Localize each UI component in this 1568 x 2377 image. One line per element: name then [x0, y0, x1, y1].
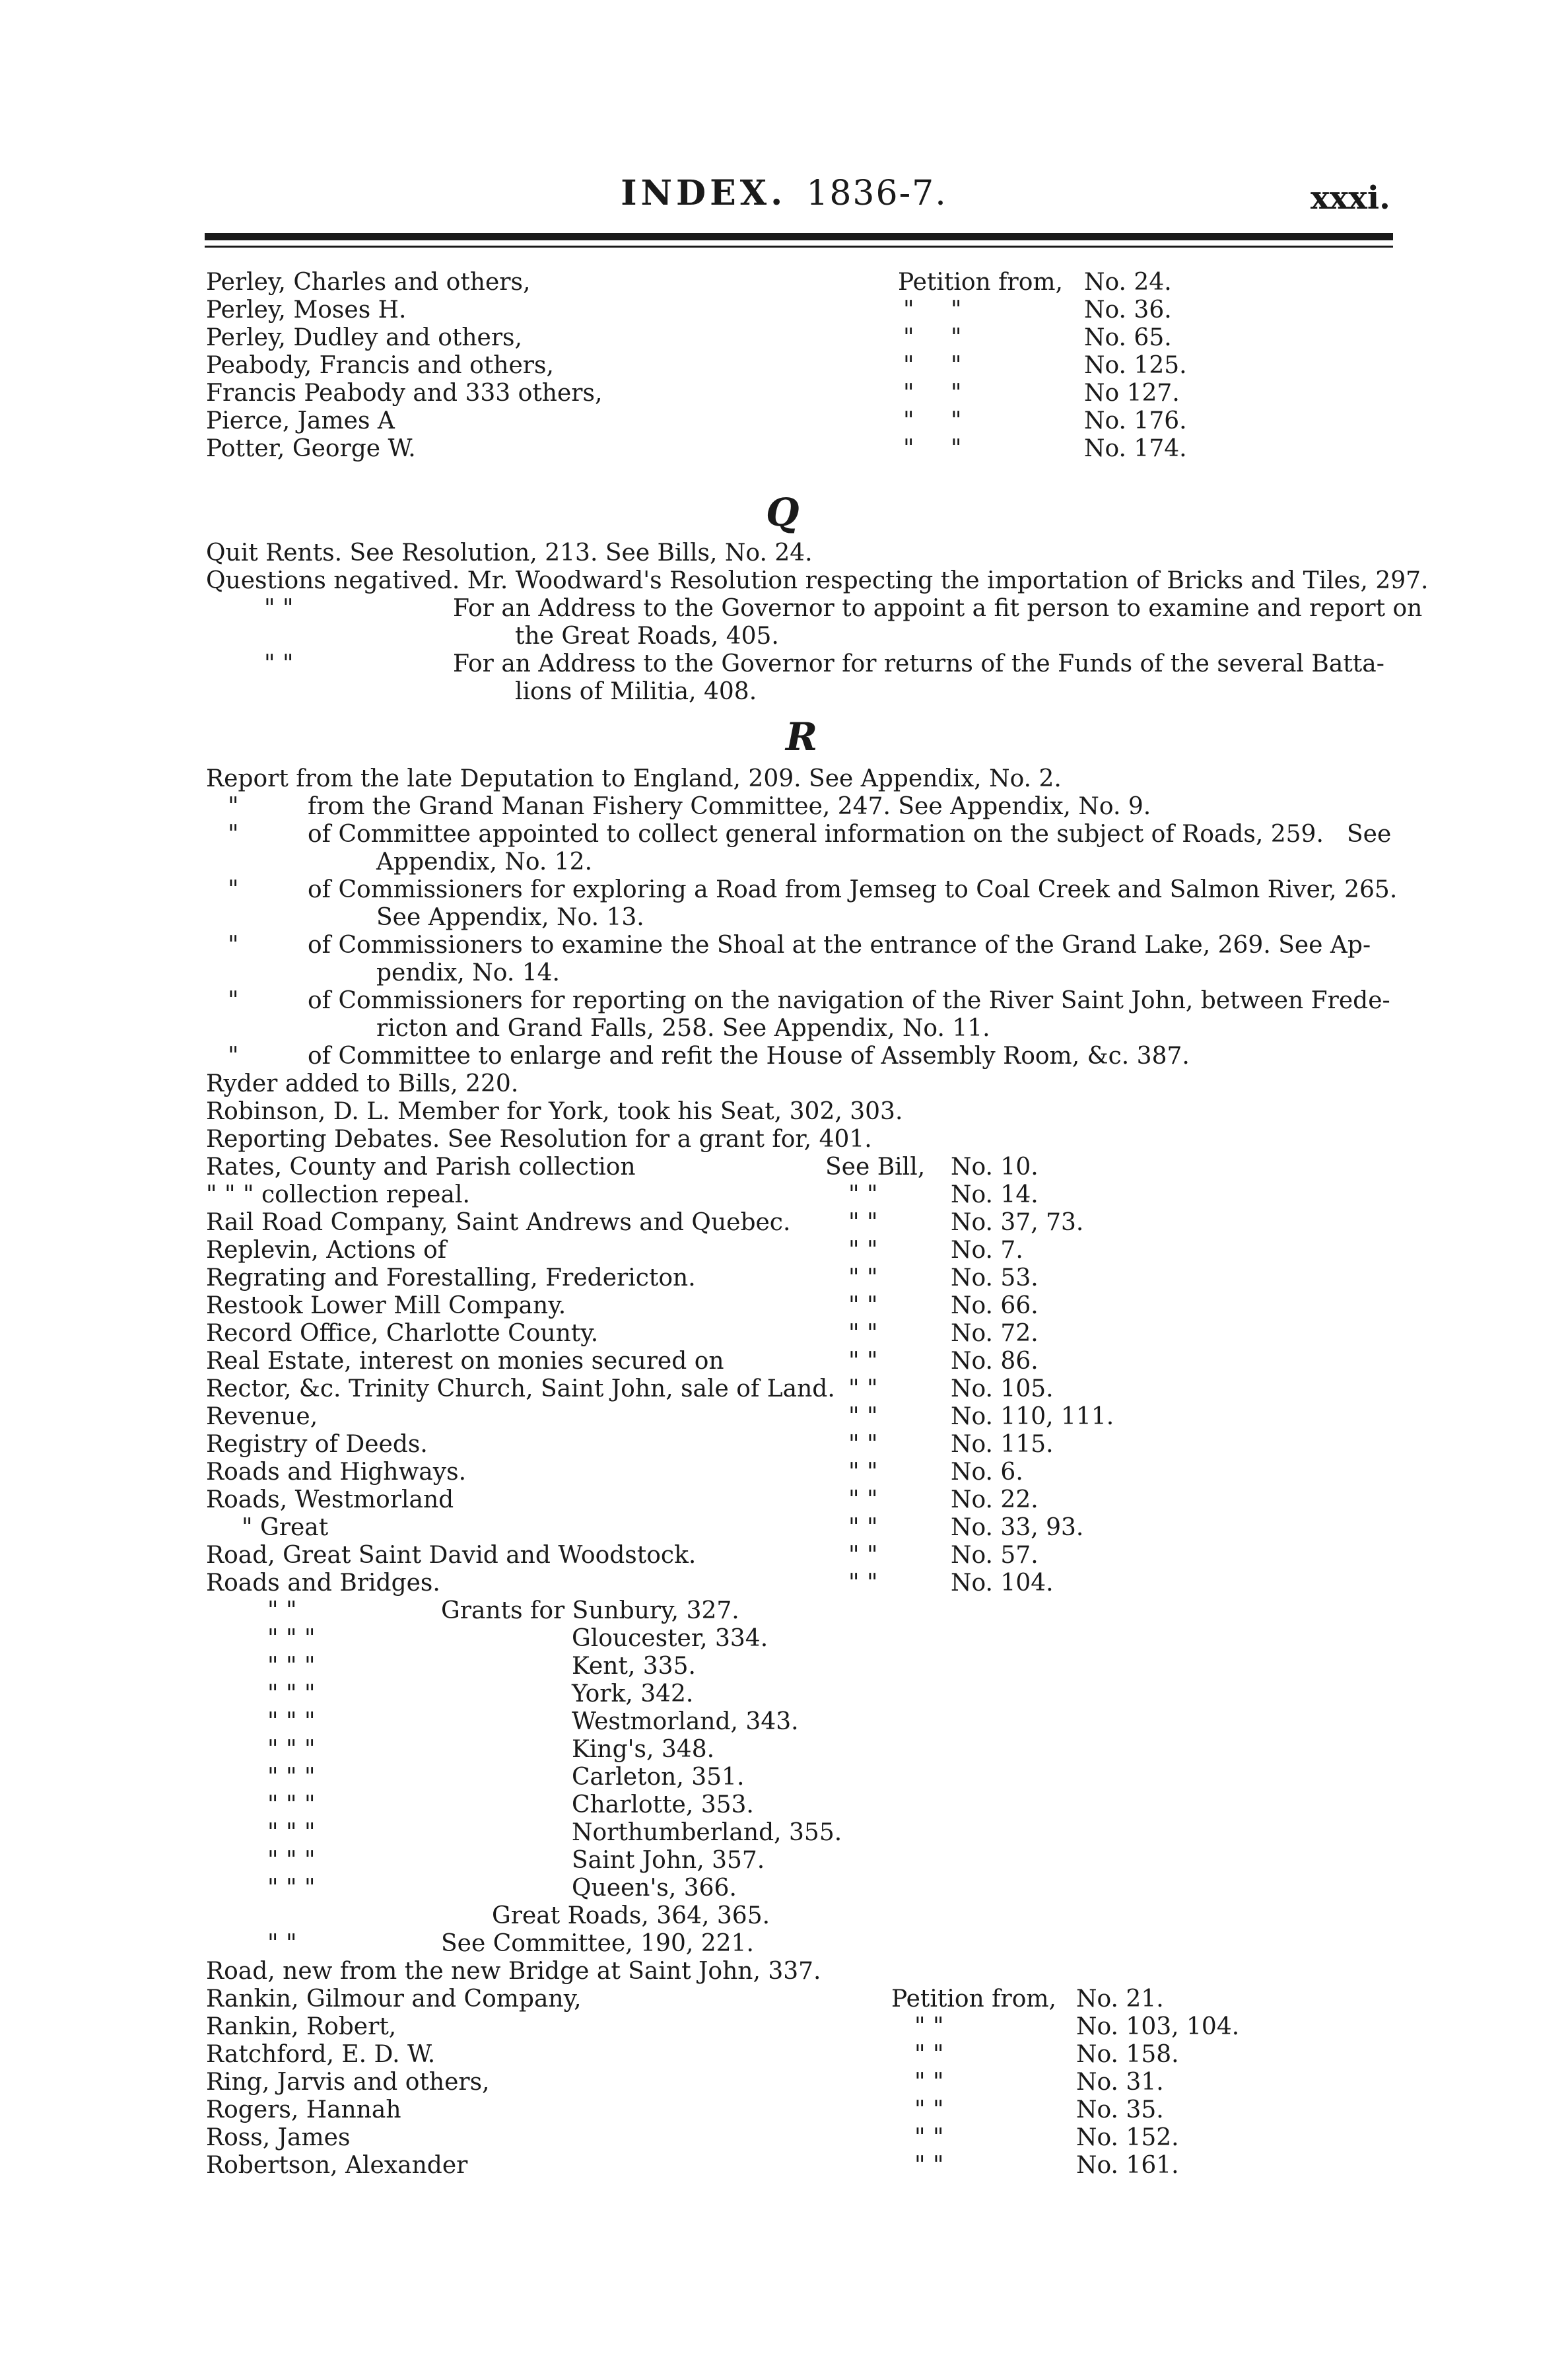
- ditto-mark: ": [951, 352, 962, 379]
- entry-text: of Commissioners for reporting on the navigation of the River Saint John, between Frede-: [308, 987, 1390, 1014]
- entry-number: No. 53.: [951, 1264, 1039, 1292]
- ditto-mark: " ": [848, 1403, 878, 1430]
- entry-number: No. 14.: [951, 1181, 1039, 1208]
- entry-number: No. 158.: [1076, 2041, 1179, 2068]
- grant-entry: Westmorland, 343.: [572, 1708, 799, 1735]
- entry-text: from the Grand Manan Fishery Committee, 247. See Appendix, No. 9.: [308, 793, 1151, 820]
- ditto-mark: " ": [848, 1486, 878, 1513]
- entry-name: Pierce, James A: [206, 407, 395, 434]
- entry-number: No. 152.: [1076, 2124, 1179, 2151]
- ditto-mark: " " ": [267, 1625, 316, 1652]
- entry-text: For an Address to the Governor to appoint a fit person to examine and report on: [453, 595, 1423, 622]
- ditto-mark: " ": [264, 595, 294, 622]
- ditto-mark: " " ": [267, 1764, 316, 1791]
- entry-number: No. 6.: [951, 1459, 1023, 1486]
- ditto-mark: " " ": [267, 1708, 316, 1735]
- ditto-mark: " ": [914, 2152, 944, 2179]
- ditto-mark: " ": [848, 1375, 878, 1402]
- entry-number: No. 176.: [1084, 407, 1187, 434]
- grant-entry: Grants for Sunbury, 327.: [441, 1597, 739, 1624]
- ditto-mark: ": [228, 1043, 239, 1070]
- entry-name: Replevin, Actions of: [206, 1237, 447, 1264]
- grant-entry: King's, 348.: [572, 1736, 715, 1763]
- entry-number: No. 66.: [951, 1292, 1039, 1319]
- header-rule-thick: [205, 233, 1393, 240]
- entry-text: ricton and Grand Falls, 258. See Appendix, No. 11.: [376, 1015, 990, 1042]
- ditto-mark: " ": [914, 2096, 944, 2123]
- entry-name: Roads, Westmorland: [206, 1486, 454, 1513]
- entry-name: Roads and Highways.: [206, 1459, 467, 1486]
- entry-ref: See Bill,: [825, 1154, 926, 1181]
- header-title: INDEX.: [621, 173, 787, 213]
- entry-number: No. 35.: [1076, 2096, 1164, 2123]
- entry-name: Revenue,: [206, 1403, 318, 1430]
- entry-number: No. 36.: [1084, 296, 1172, 324]
- ditto-mark: " ": [848, 1459, 878, 1486]
- entry-number: No. 161.: [1076, 2152, 1179, 2179]
- ditto-mark: ": [951, 380, 962, 407]
- entry-number: No. 24.: [1084, 269, 1172, 296]
- header-rule-thin: [205, 246, 1393, 248]
- ditto-mark: " " ": [267, 1819, 316, 1846]
- ditto-mark: " ": [848, 1237, 878, 1264]
- entry-text: of Commissioners to examine the Shoal at the entrance of the Grand Lake, 269. See Ap-: [308, 932, 1371, 959]
- grant-entry: Carleton, 351.: [572, 1764, 745, 1791]
- ditto-mark: " ": [848, 1209, 878, 1236]
- entry-name: Perley, Moses H.: [206, 296, 407, 324]
- entry-number: No. 86.: [951, 1348, 1039, 1375]
- entry-number: No. 57.: [951, 1542, 1039, 1569]
- entry-name: Regrating and Forestalling, Fredericton.: [206, 1264, 696, 1292]
- grant-entry: See Committee, 190, 221.: [441, 1930, 754, 1957]
- entry-number: No. 65.: [1084, 324, 1172, 351]
- entry-text: of Committee appointed to collect general information on the subject of Roads, 259.: [308, 821, 1324, 848]
- entry-number: No. 31.: [1076, 2069, 1164, 2096]
- entry-name: Rankin, Robert,: [206, 2013, 397, 2040]
- ditto-mark: ": [903, 407, 914, 434]
- entry-number: No. 10.: [951, 1154, 1039, 1181]
- ditto-mark: " " ": [267, 1875, 316, 1902]
- ditto-mark: " ": [848, 1542, 878, 1569]
- ditto-mark: ": [903, 435, 914, 462]
- entry-number: No. 105.: [951, 1375, 1054, 1402]
- grant-entry: Kent, 335.: [572, 1653, 696, 1680]
- header-year: 1836-7.: [806, 174, 947, 213]
- ditto-mark: " " ": [267, 1653, 316, 1680]
- entry-name: Ring, Jarvis and others,: [206, 2069, 490, 2096]
- ditto-mark: " ": [914, 2124, 944, 2151]
- ditto-mark: ": [228, 987, 239, 1014]
- entry-name: Restook Lower Mill Company.: [206, 1292, 566, 1319]
- ditto-mark: ": [903, 380, 914, 407]
- entry-name: " Great: [242, 1514, 329, 1541]
- entry-name: Perley, Dudley and others,: [206, 324, 522, 351]
- entry-text: Reporting Debates. See Resolution for a grant for, 401.: [206, 1126, 872, 1153]
- ditto-mark: ": [951, 435, 962, 462]
- entry-ref: Petition from,: [891, 1985, 1056, 2013]
- entry-number: No. 115.: [951, 1431, 1054, 1458]
- ditto-mark: " " ": [267, 1680, 316, 1707]
- entry-name: Francis Peabody and 333 others,: [206, 380, 603, 407]
- entry-name: Rankin, Gilmour and Company,: [206, 1985, 582, 2013]
- entry-name: Record Office, Charlotte County.: [206, 1320, 599, 1347]
- entry-number: No. 174.: [1084, 435, 1187, 462]
- ditto-mark: " ": [848, 1431, 878, 1458]
- entry-text: Road, new from the new Bridge at Saint John, 337.: [206, 1958, 821, 1985]
- entry-text: Ryder added to Bills, 220.: [206, 1070, 519, 1097]
- ditto-mark: " ": [267, 1597, 297, 1624]
- entry-text: Appendix, No. 12.: [376, 848, 593, 876]
- entry-text: See Appendix, No. 13.: [376, 904, 644, 931]
- entry-quit-rents: Quit Rents. See Resolution, 213. See Bills, No. 24.: [206, 539, 813, 567]
- ditto-mark: ": [951, 407, 962, 434]
- ditto-mark: " ": [848, 1569, 878, 1597]
- ditto-mark: " " ": [267, 1736, 316, 1763]
- ditto-mark: " " ": [267, 1847, 316, 1874]
- entry-name: Registry of Deeds.: [206, 1431, 428, 1458]
- grant-entry: Northumberland, 355.: [572, 1819, 842, 1846]
- ditto-mark: ": [903, 324, 914, 351]
- entry-questions: Questions negatived. Mr. Woodward's Resolution respecting the importation of Bricks and Tiles, 297.: [206, 567, 1429, 594]
- entry-text: lions of Militia, 408.: [515, 678, 757, 705]
- ditto-mark: " ": [914, 2013, 944, 2040]
- entry-number: No. 125.: [1084, 352, 1187, 379]
- entry-text: of Committee to enlarge and refit the House of Assembly Room, &c. 387.: [308, 1043, 1190, 1070]
- section-letter-r: R: [786, 714, 818, 759]
- entry-name: Ross, James: [206, 2124, 351, 2151]
- grant-entry: Charlotte, 353.: [572, 1791, 754, 1818]
- entry-text: of Commissioners for exploring a Road from Jemseg to Coal Creek and Salmon River, 265.: [308, 876, 1398, 903]
- entry-number: No. 104.: [951, 1569, 1054, 1597]
- entry-ref: Petition from,: [898, 269, 1063, 296]
- entry-name: Peabody, Francis and others,: [206, 352, 554, 379]
- grant-entry: York, 342.: [572, 1680, 694, 1707]
- entry-name: Rail Road Company, Saint Andrews and Quebec.: [206, 1209, 791, 1236]
- entry-name: Rates, County and Parish collection: [206, 1154, 636, 1181]
- ditto-mark: ": [951, 296, 962, 324]
- ditto-mark: ": [903, 296, 914, 324]
- entry-name: Perley, Charles and others,: [206, 269, 531, 296]
- entry-text: For an Address to the Governor for returns of the Funds of the several Batta-: [453, 650, 1384, 677]
- ditto-mark: " ": [848, 1181, 878, 1208]
- ditto-mark: " ": [267, 1930, 297, 1957]
- entry-text: pendix, No. 14.: [376, 959, 560, 986]
- ditto-mark: ": [903, 352, 914, 379]
- grant-entry: Queen's, 366.: [572, 1875, 737, 1902]
- entry-name: Rogers, Hannah: [206, 2096, 401, 2123]
- ditto-mark: ": [228, 793, 239, 820]
- entry-name: Road, Great Saint David and Woodstock.: [206, 1542, 697, 1569]
- grant-entry: Great Roads, 364, 365.: [492, 1902, 770, 1929]
- entry-text: the Great Roads, 405.: [515, 623, 779, 650]
- entry-text: Robinson, D. L. Member for York, took his Seat, 302, 303.: [206, 1098, 903, 1125]
- entry-number: No. 7.: [951, 1237, 1023, 1264]
- entry-name: Rector, &c. Trinity Church, Saint John, sale of Land.: [206, 1375, 835, 1402]
- entry-number: No 127.: [1084, 380, 1180, 407]
- entry-name: Ratchford, E. D. W.: [206, 2041, 436, 2068]
- entry-text: See: [1347, 821, 1392, 848]
- ditto-mark: ": [228, 932, 239, 959]
- entry-number: No. 103, 104.: [1076, 2013, 1240, 2040]
- ditto-mark: ": [951, 324, 962, 351]
- grant-entry: Gloucester, 334.: [572, 1625, 768, 1652]
- entry-number: No. 110, 111.: [951, 1403, 1114, 1430]
- entry-number: No. 22.: [951, 1486, 1039, 1513]
- entry-number: No. 33, 93.: [951, 1514, 1084, 1541]
- entry-name: " " " collection repeal.: [206, 1181, 470, 1208]
- entry-name: Real Estate, interest on monies secured on: [206, 1348, 724, 1375]
- entry-name: Robertson, Alexander: [206, 2152, 468, 2179]
- ditto-mark: " ": [848, 1320, 878, 1347]
- ditto-mark: ": [228, 876, 239, 903]
- ditto-mark: " ": [914, 2069, 944, 2096]
- ditto-mark: " " ": [267, 1791, 316, 1818]
- ditto-mark: " ": [848, 1264, 878, 1292]
- ditto-mark: " ": [264, 650, 294, 677]
- entry-report: Report from the late Deputation to England, 209. See Appendix, No. 2.: [206, 765, 1062, 792]
- ditto-mark: " ": [914, 2041, 944, 2068]
- ditto-mark: " ": [848, 1514, 878, 1541]
- entry-number: No. 72.: [951, 1320, 1039, 1347]
- page-number: xxxi.: [1311, 180, 1390, 217]
- ditto-mark: " ": [848, 1348, 878, 1375]
- entry-number: No. 21.: [1076, 1985, 1164, 2013]
- entry-number: No. 37, 73.: [951, 1209, 1084, 1236]
- grant-entry: Saint John, 357.: [572, 1847, 765, 1874]
- ditto-mark: ": [228, 821, 239, 848]
- section-letter-q: Q: [766, 490, 800, 535]
- ditto-mark: " ": [848, 1292, 878, 1319]
- entry-name: Roads and Bridges.: [206, 1569, 440, 1597]
- entry-name: Potter, George W.: [206, 435, 416, 462]
